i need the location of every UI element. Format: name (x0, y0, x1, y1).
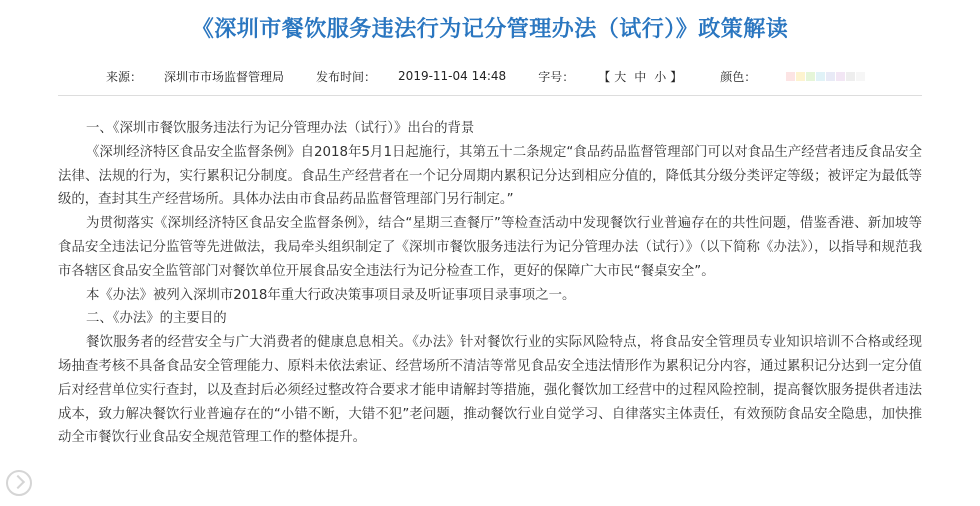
color-swatch[interactable] (856, 72, 865, 81)
publish-time-label: 发布时间： (316, 69, 377, 84)
font-size-medium-button[interactable]: 中 (634, 69, 647, 84)
watermark-logo-icon (6, 470, 32, 496)
color-swatch[interactable] (816, 72, 825, 81)
color-swatch[interactable] (826, 72, 835, 81)
bracket-open: 【 (598, 69, 611, 84)
font-size-small-button[interactable]: 小 (654, 69, 667, 84)
paragraph: 餐饮服务者的经营安全与广大消费者的健康息息相关。《办法》针对餐饮行业的实际风险特点，将食品安全管理员专业知识培训不合格或经现场抽查考核不具备食品安全管理能力、原料未依法索证、经营场所不清洁等常见食品安全违法情形作为累积记分内容，通过累积记分达到一定分值后对经营单位实行查封，以及查封后必须经过整改符合要求才能申请解封等措施，强化餐饮加工经营中的过程风险控制，提高餐饮服务提供者违法成本，致力解决餐饮行业普遍存在的“小错不断，大错不犯”老问题，推动餐饮行业自觉学习、自律落实主体责任，有效预防食品安全隐患，加快推动全市餐饮行业食品安全规范管理工作的整体提升。 (58, 335, 922, 446)
paragraph: 为贯彻落实《深圳经济特区食品安全监督条例》，结合“星期三查餐厅”等检查活动中发现餐饮行业普遍存在的共性问题，借鉴香港、新加坡等食品安全违法记分监管等先进做法，我局牵头组织制定了《深圳市餐饮服务违法行为记分管理办法（试行）》（以下简称《办法》），以指导和规范我市各辖区食品安全监管部门对餐饮单位开展食品安全违法行为记分检查工作，更好的保障广大市民“餐桌安全”。 (58, 216, 922, 279)
color-swatch[interactable] (786, 72, 795, 81)
color-swatches (786, 72, 866, 81)
color-label: 颜色： (720, 69, 757, 84)
paragraph: 《深圳经济特区食品安全监督条例》自2018年5月1日起施行，其第五十二条规定“食品药品监督管理部门可以对食品生产经营者违反食品安全法律、法规的行为，实行累积记分制度。食品生产经营者在一个记分周期内累积记分达到相应分值的，降低其分级分类评定等级；被评定为最低等级的，查封其生产经营场所。具体办法由市食品药品监督管理部门另行制定。” (58, 144, 922, 208)
article-meta (106, 66, 866, 86)
paragraph: 本《办法》被列入深圳市2018年重大行政决策事项目录及听证事项目录事项之一。 (86, 287, 576, 303)
source-value: 深圳市市场监督管理局 (164, 69, 285, 84)
article-title: 《深圳市餐饮服务违法行为记分管理办法（试行）》政策解读 (191, 17, 789, 42)
watermark (6, 470, 36, 496)
color-swatch[interactable] (796, 72, 805, 81)
font-size-label: 字号： (538, 69, 575, 84)
source-label: 来源： (106, 69, 143, 84)
font-size-switcher (598, 68, 682, 85)
publish-time-value: 2019-11-04 14:48 (398, 69, 507, 83)
divider (58, 95, 922, 96)
section-heading-purpose: 二、《办法》的主要目的 (86, 311, 227, 327)
article-body (58, 117, 922, 450)
section-heading-background: 一、《深圳市餐饮服务违法行为记分管理办法（试行）》出台的背景 (86, 121, 475, 136)
font-size-large-button[interactable]: 大 (614, 69, 627, 84)
color-swatch[interactable] (846, 72, 855, 81)
color-swatch[interactable] (806, 72, 815, 81)
color-swatch[interactable] (836, 72, 845, 81)
bracket-close: 】 (670, 69, 683, 84)
